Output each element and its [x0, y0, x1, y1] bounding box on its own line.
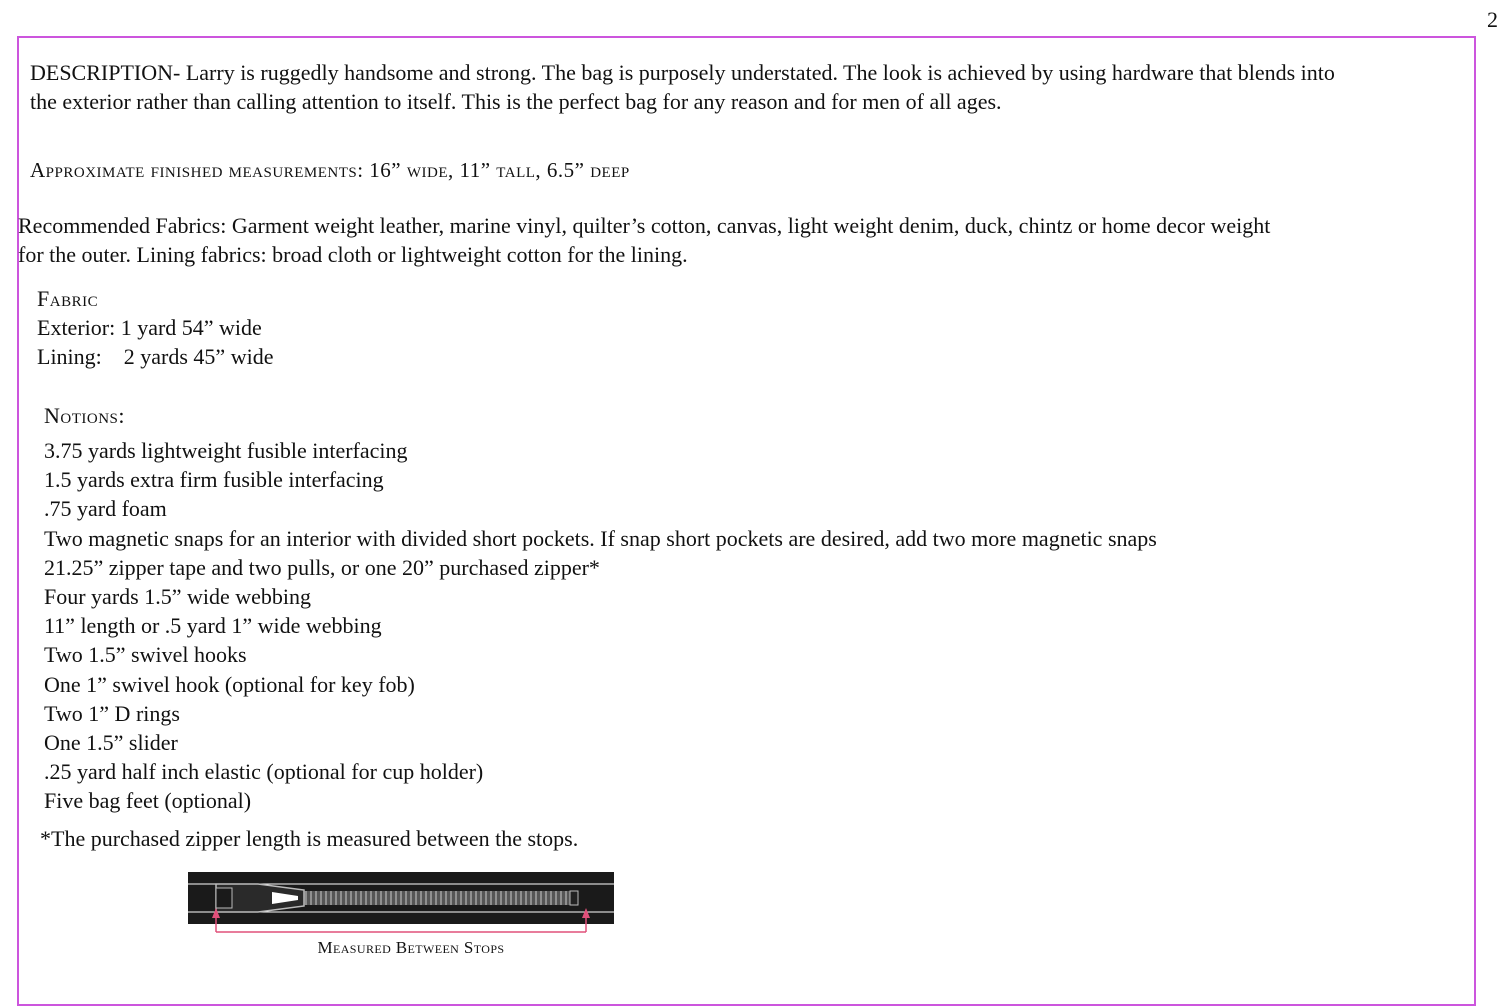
- list-item: Five bag feet (optional): [44, 788, 252, 814]
- zipper-caption: Measured Between Stops: [317, 938, 505, 957]
- page-number: 2: [1487, 7, 1498, 32]
- zipper-diagram: [186, 870, 616, 940]
- zipper-teeth: [304, 891, 572, 905]
- description-line-2: the exterior rather than calling attention to itself. This is the perfect bag for any reason and for men of all ages.: [30, 89, 1002, 114]
- finished-measurements: Approximate finished measurements: 16” wide, 11” tall, 6.5” deep: [30, 158, 630, 182]
- list-item: Two 1.5” swivel hooks: [44, 642, 247, 668]
- zipper-stop-right: [570, 891, 578, 905]
- list-item: 11” length or .5 yard 1” wide webbing: [44, 613, 382, 639]
- list-item: .25 yard half inch elastic (optional for cup holder): [44, 759, 484, 785]
- recommended-fabrics-line-1: Recommended Fabrics: Garment weight leather, marine vinyl, quilter’s cotton, canvas, light weight denim, duck, chintz or home decor weight: [18, 213, 1271, 238]
- list-item: 3.75 yards lightweight fusible interfacing: [44, 438, 408, 463]
- list-item: Four yards 1.5” wide webbing: [44, 584, 312, 610]
- notions-list: [44, 436, 1157, 816]
- recommended-fabrics-line-2: for the outer. Lining fabrics: broad cloth or lightweight cotton for the lining.: [18, 242, 688, 267]
- list-item: Two 1” D rings: [44, 700, 180, 726]
- fabric-exterior: Exterior: 1 yard 54” wide: [37, 315, 262, 340]
- zipper-note: *The purchased zipper length is measured between the stops.: [40, 826, 579, 851]
- fabric-lining: Lining: 2 yards 45” wide: [37, 344, 274, 369]
- list-item: .75 yard foam: [44, 496, 167, 522]
- zipper-illustration: [186, 870, 616, 970]
- list-item: One 1.5” slider: [44, 730, 178, 756]
- list-item: 21.25” zipper tape and two pulls, or one 20” purchased zipper*: [44, 554, 600, 580]
- description-line-1: DESCRIPTION- Larry is ruggedly handsome and strong. The bag is purposely understated. The look is achieved by using hardware that blends into: [30, 60, 1335, 85]
- list-item: Two magnetic snaps for an interior with divided short pockets. If snap short pockets are desired, add two more magnetic snaps: [44, 525, 1157, 551]
- list-item: 1.5 yards extra firm fusible interfacing: [44, 467, 384, 493]
- notions-heading: Notions:: [44, 403, 125, 428]
- list-item: One 1” swivel hook (optional for key fob): [44, 671, 415, 697]
- fabric-heading: Fabric: [37, 286, 99, 311]
